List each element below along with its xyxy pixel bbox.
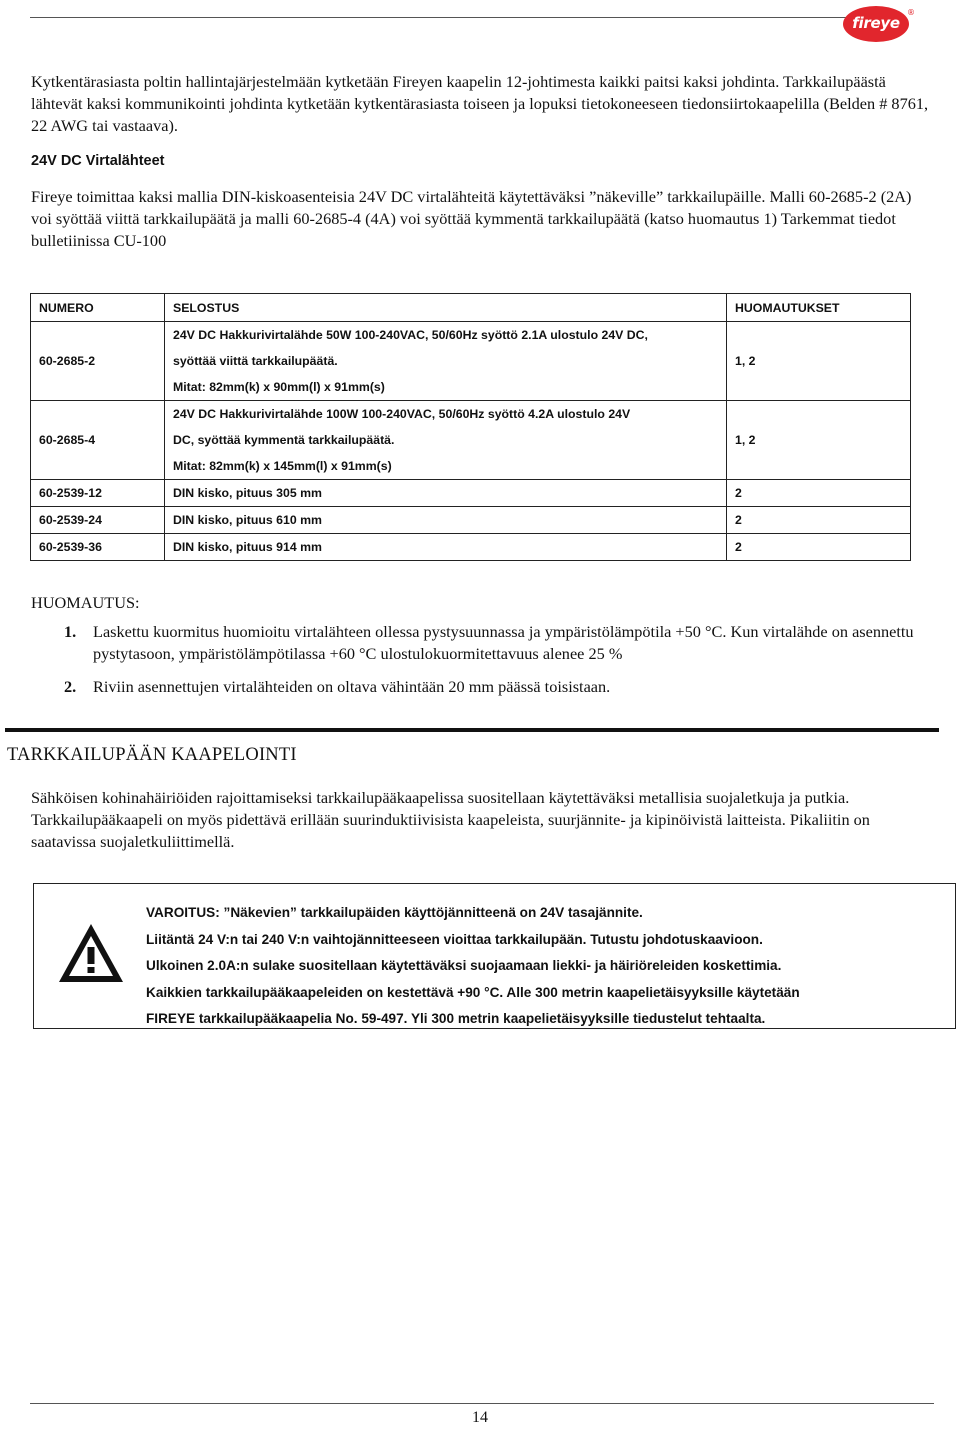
section-divider xyxy=(5,728,939,732)
section-title-cabling: TARKKAILUPÄÄN KAAPELOINTI xyxy=(7,745,297,765)
cell-description: DIN kisko, pituus 610 mm xyxy=(165,507,727,534)
description-line: DC, syöttää kymmentä tarkkailupäätä. xyxy=(173,433,395,447)
column-header-number: NUMERO xyxy=(31,294,165,322)
note-text: Riviin asennettujen virtalähteiden on oltava vähintään 20 mm päässä toisistaan. xyxy=(93,677,611,696)
cell-notes: 2 xyxy=(727,480,911,507)
warning-line: FIREYE tarkkailupääkaapelia No. 59-497. Yli 300 metrin kaapelietäisyyksille tiedustelut tehtaalta. xyxy=(146,1011,766,1026)
warning-line: VAROITUS: ”Näkevien” tarkkailupäiden käyttöjännitteenä on 24V tasajännite. xyxy=(146,905,643,920)
fireye-logo xyxy=(843,6,913,42)
cell-notes: 1, 2 xyxy=(727,322,911,401)
table-row xyxy=(31,534,911,561)
cell-number: 60-2539-12 xyxy=(31,480,165,507)
section-title-power-supplies: 24V DC Virtalähteet xyxy=(31,153,165,169)
description-line: syöttää viittä tarkkailupäätä. xyxy=(173,354,338,368)
note-number: 2. xyxy=(64,677,77,696)
table-row xyxy=(31,322,911,401)
cell-description xyxy=(165,322,727,401)
cell-number: 60-2539-36 xyxy=(31,534,165,561)
description-line: Mitat: 82mm(k) x 90mm(l) x 91mm(s) xyxy=(173,380,385,394)
cell-description: DIN kisko, pituus 305 mm xyxy=(165,480,727,507)
power-supplies-paragraph: Fireye toimittaa kaksi mallia DIN-kiskoasenteisia 24V DC virtalähteitä käytettäväksi ”näkeville” tarkkailupäille. Malli 60-2685-2 (2A) voi syöttää viittä tarkkailupäätä ja malli 60-2685-4 (4A) voi syöttää kymmentä tarkkailupäätä (katso huomautus 1) Tarkemmat tiedot bulletiinissa CU-100 xyxy=(31,187,912,250)
cell-number: 60-2685-2 xyxy=(31,322,165,401)
column-header-notes: HUOMAUTUKSET xyxy=(727,294,911,322)
warning-line: Liitäntä 24 V:n tai 240 V:n vaihtojännitteeseen vioittaa tarkkailupään. Tutustu johdotuskaavioon. xyxy=(146,931,763,947)
cabling-paragraph: Sähköisen kohinahäiriöiden rajoittamiseksi tarkkailupääkaapelissa suositellaan käytettäväksi metallisia suojaletkuja ja putkia. Tarkkailupääkaapeli on myös pidettävä erillään suurinduktiivisista kaapeleista, suurjännite- ja kipinöivistä laitteista. Pikaliitin on saatavissa suojaletkuliittimellä. xyxy=(31,788,870,851)
logo-text: fireye xyxy=(852,14,900,32)
logo-oval xyxy=(843,6,909,42)
cell-notes: 2 xyxy=(727,507,911,534)
note-item xyxy=(64,676,924,698)
note-item xyxy=(64,621,924,665)
cell-description: DIN kisko, pituus 914 mm xyxy=(165,534,727,561)
page-number: 14 xyxy=(472,1409,488,1426)
table-row xyxy=(31,480,911,507)
cell-notes: 1, 2 xyxy=(727,401,911,480)
logo-registered-mark: ® xyxy=(907,8,915,17)
power-supply-table xyxy=(30,293,911,561)
warning-triangle-icon xyxy=(57,922,125,984)
cell-notes: 2 xyxy=(727,534,911,561)
table-row xyxy=(31,507,911,534)
note-number: 1. xyxy=(64,622,77,641)
column-header-description: SELOSTUS xyxy=(165,294,727,322)
header-rule xyxy=(30,17,862,18)
description-line: 24V DC Hakkurivirtalähde 100W 100-240VAC, 50/60Hz syöttö 4.2A ulostulo 24V xyxy=(173,407,631,421)
warning-text xyxy=(146,900,800,1033)
notes-title: HUOMAUTUS: xyxy=(31,593,140,612)
warning-line: Ulkoinen 2.0A:n sulake suositellaan käytettäväksi suojaamaan liekki- ja häiriöreleiden koskettimia. xyxy=(146,958,782,973)
intro-paragraph: Kytkentärasiasta poltin hallintajärjestelmään kytketään Fireyen kaapelin 12-johtimesta kaikki paitsi kaksi johdinta. Tarkkailupäästä lähtevät kaksi kommunikointi johdinta kytketään kytkentärasiasta toiseen ja lopuksi tietokoneeseen tiedonsiirtokaapelilla (Belden # 8761, 22 AWG tai vastaava). xyxy=(31,72,929,135)
note-text: Laskettu kuormitus huomioitu virtalähteen ollessa pystysuunnassa ja ympäristölämpötila +50 °C. Kun virtalähde on asennettu pystytasoon, ympäristölämpötilassa +60 °C ulostulokuormitettavuus alenee 25 % xyxy=(93,622,914,663)
description-line: Mitat: 82mm(k) x 145mm(l) x 91mm(s) xyxy=(173,459,392,473)
cell-description xyxy=(165,401,727,480)
cell-number: 60-2539-24 xyxy=(31,507,165,534)
table-row xyxy=(31,401,911,480)
cell-number: 60-2685-4 xyxy=(31,401,165,480)
footer-rule xyxy=(30,1403,934,1404)
description-line: 24V DC Hakkurivirtalähde 50W 100-240VAC, 50/60Hz syöttö 2.1A ulostulo 24V DC, xyxy=(173,328,648,342)
table-header-row xyxy=(31,294,911,322)
warning-line: Kaikkien tarkkailupääkaapeleiden on kestettävä +90 °C. Alle 300 metrin kaapelietäisyyksille käytetään xyxy=(146,984,800,1000)
